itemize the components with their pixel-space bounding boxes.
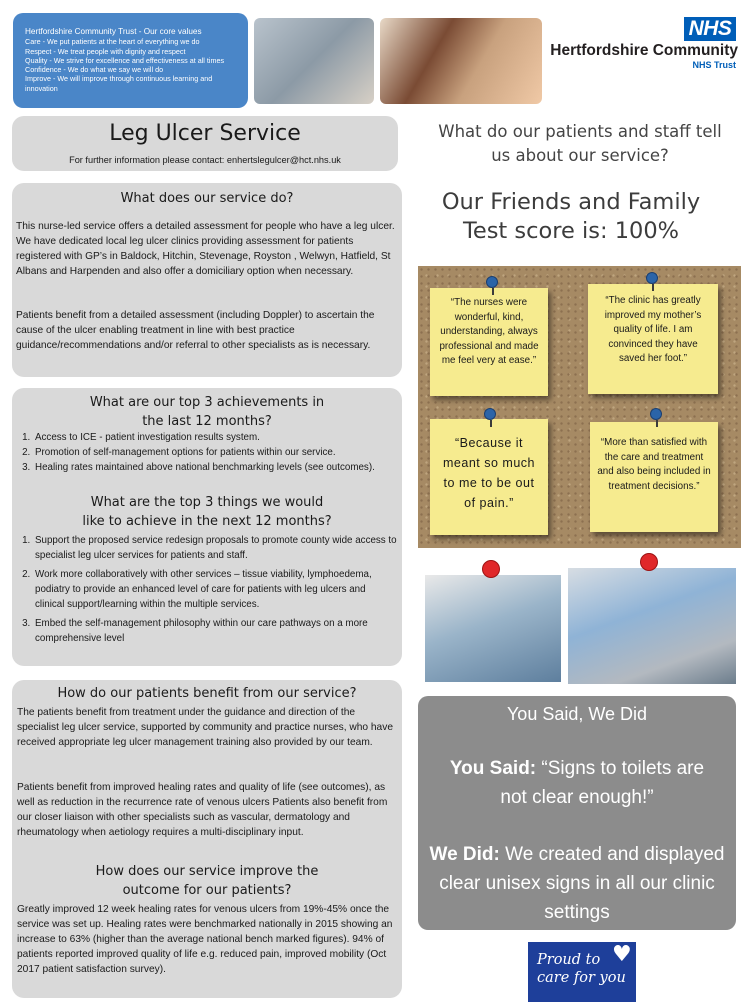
core-values-box <box>13 13 248 108</box>
benefit-paragraph-1: The patients benefit from treatment under the guidance and direction of the specialist leg ulcer service, supported by community and practice nurses, who have received appropriate leg ulcer management training also provided by our team. <box>17 707 393 748</box>
nhs-logo: NHS <box>684 17 736 41</box>
core-value-quality: Quality - We strive for excellence and effectiveness at all times <box>25 55 225 65</box>
benefits-panel <box>12 680 402 998</box>
trust-subtitle: NHS Trust <box>692 60 736 70</box>
achievement-item: 3. Healing rates maintained above national benchmarking levels (see outcomes). <box>33 460 400 475</box>
proud-line-2: care for you <box>537 970 626 986</box>
you-said-block <box>446 754 708 812</box>
quote-text: “Because it meant so much to me to be out of pain.” <box>443 436 535 510</box>
quote-note <box>590 422 718 532</box>
improve-heading: How does our service improve the outcome for our patients? <box>95 864 319 898</box>
quote-note <box>430 419 548 535</box>
you-said-we-did-title: You Said, We Did <box>506 704 648 724</box>
core-value-improve: Improve - We will improve through continuous learning and innovation <box>25 74 213 93</box>
nurse-with-child-photo <box>380 18 542 104</box>
feedback-heading: What do our patients and staff tell us about our service? <box>438 122 722 165</box>
red-pushpin-icon <box>482 560 500 578</box>
service-paragraph-1: This nurse-led service offers a detailed assessment for people who have a leg ulcer. We have dedicated local leg ulcer clinics providing assessment for patients registered with GP’s in Baldock, Hitchin, Stevenage, Royston , Welwyn, Hatfield, St Albans and Harpenden and also offer a domiciliary option when necessary. <box>16 221 395 277</box>
we-did-block <box>426 840 728 927</box>
nurses-with-patient-photo <box>254 18 374 104</box>
achievements-list <box>12 430 400 475</box>
quote-note <box>430 288 548 396</box>
red-pushpin-icon <box>640 553 658 571</box>
achievements-heading: What are our top 3 achievements in the last 12 months? <box>89 395 325 429</box>
you-said-we-did-box <box>418 696 736 930</box>
achievement-item: 1. Access to ICE - patient investigation results system. <box>33 430 400 445</box>
quote-text: “More than satisfied with the care and treatment and also being included in treatment decisions.” <box>597 437 711 492</box>
we-did-label: We Did: <box>429 844 500 865</box>
you-said-text: “Signs to toilets are not clear enough!” <box>500 758 705 808</box>
pushpin-icon <box>486 276 498 288</box>
core-value-confidence: Confidence - We do what we say we will do <box>25 65 164 75</box>
you-said-label: You Said: <box>449 758 537 779</box>
page-title: Leg Ulcer Service <box>109 121 301 146</box>
trust-name: Hertfordshire Community <box>550 42 738 59</box>
core-value-respect: Respect - We treat people with dignity and respect <box>25 46 186 56</box>
goal-item: 1. Support the proposed service redesign proposals to promote county wide access to specialist leg ulcer services for patients and staff. <box>33 533 397 563</box>
proud-line-1: Proud to <box>537 952 601 968</box>
pushpin-icon <box>484 408 496 420</box>
quote-text: “The clinic has greatly improved my mother’s quality of life. I am convinced they have saved her foot.” <box>604 295 702 364</box>
quote-text: “The nurses were wonderful, kind, understanding, always professional and made me feel very at ease.” <box>439 297 539 366</box>
core-values-title: Hertfordshire Community Trust - Our core values <box>25 27 202 36</box>
friends-family-score: Our Friends and Family Test score is: 100% <box>441 189 701 244</box>
corkboard <box>418 266 741 548</box>
we-did-text: We created and displayed clear unisex signs in all our clinic settings <box>439 844 725 923</box>
service-description-panel <box>12 183 402 377</box>
achievement-item: 2. Promotion of self-management options for patients within our service. <box>33 445 400 460</box>
core-value-care: Care - We put patients at the heart of everything we do <box>25 37 200 47</box>
doppler-assessment-photo <box>425 575 561 682</box>
nurses-bandaging-photo <box>568 568 736 684</box>
goals-list <box>12 533 397 646</box>
benefit-paragraph-2: Patients benefit from improved healing rates and quality of life (see outcomes), as well as reduction in the recurrence rate of venous ulcers Patients also benefit from our closer liaison with other specialists such as vascular, dermatology and rheumatology when aetiology requires a multi-disciplinary input. <box>17 782 388 838</box>
pushpin-icon <box>646 272 658 284</box>
proud-to-care-logo <box>528 942 636 1002</box>
achievements-panel <box>12 388 402 666</box>
goals-heading: What are the top 3 things we would like to achieve in the next 12 months? <box>82 495 332 529</box>
service-paragraph-2: Patients benefit from a detailed assessment (including Doppler) to ascertain the cause of the ulcer enabling treatment in line with best practice guidance/recommendations and/or referral to other specialists as is necessary. <box>16 310 375 351</box>
service-heading: What does our service do? <box>120 191 294 206</box>
heart-icon: ♥ <box>612 942 632 967</box>
goal-item: 2. Work more collaboratively with other services – tissue viability, lymphoedema, podiatry to provide an enhanced level of care for patients with leg ulcers and clinical support/learning within the multiple services. <box>33 567 397 612</box>
quote-note <box>588 284 718 394</box>
contact-line: For further information please contact: enhertslegulcer@hct.nhs.uk <box>69 155 341 165</box>
benefit-heading: How do our patients benefit from our service? <box>57 686 357 701</box>
pushpin-icon <box>650 408 662 420</box>
goal-item: 3. Embed the self-management philosophy within our care pathways on a more comprehensive level <box>33 616 397 646</box>
improve-paragraph: Greatly improved 12 week healing rates for venous ulcers from 19%-45% once the service was set up. Healing rates were benchmarked nationally in 2015 showing an increase to 63% (higher than the average national bench marked figures). 94% of patients reported improved quality of life e.g. reduced pain, improved mobility (Oct 2017 patient satisfaction survey). <box>17 904 393 975</box>
